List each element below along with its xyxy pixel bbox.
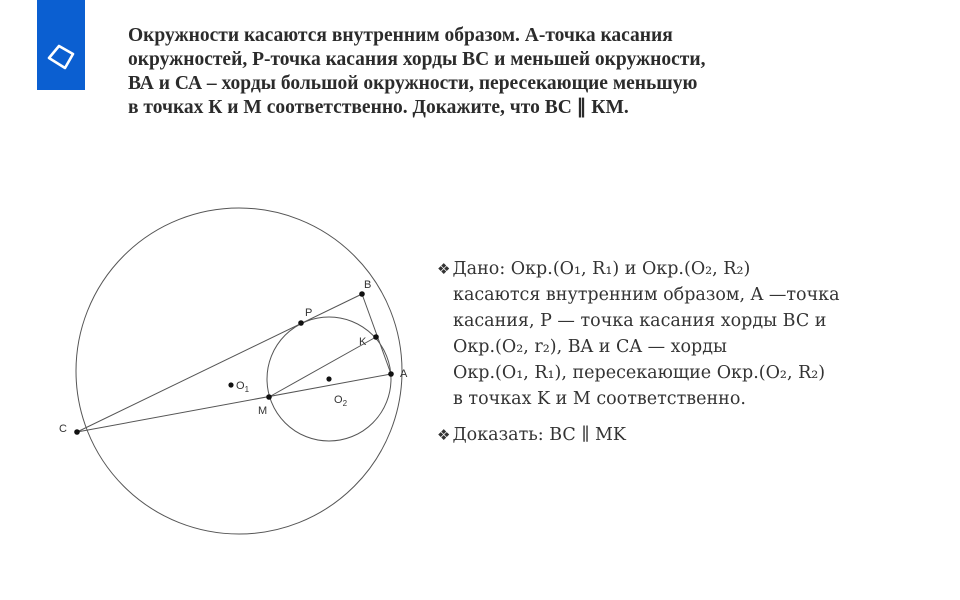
diamond-bullet-icon: ❖ <box>437 260 451 278</box>
prove-text: Доказать: BC ∥ MK <box>452 425 627 445</box>
given-line-4: Окр.(O₂, r₂), BA и CA — хорды <box>453 337 727 357</box>
given-line-6: в точках K и M соответственно. <box>453 389 746 409</box>
label-o2: $O_2$ <box>334 394 348 408</box>
large-circle <box>76 208 402 534</box>
chord-bc <box>77 294 362 432</box>
label-k: K <box>359 336 367 348</box>
given-line-1 <box>437 256 937 282</box>
label-a: A <box>400 368 408 380</box>
problem-line-4: в точках К и М соответственно. Докажите, что ВС ∥ КМ. <box>128 97 629 118</box>
problem-line-1: Окружности касаются внутренним образом. А-точка касания <box>128 25 673 46</box>
given-text-1: Дано: Окр.(O₁, R₁) и Окр.(O₂, R₂) <box>452 259 751 279</box>
label-c: C <box>59 423 67 435</box>
point-k <box>373 334 379 340</box>
problem-line-2: окружностей, Р-точка касания хорды ВС и меньшей окружности, <box>128 49 706 70</box>
point-m <box>266 394 272 400</box>
point-b <box>359 291 365 297</box>
label-o1: $O_1$ <box>236 380 250 394</box>
chord-ba <box>362 294 391 374</box>
given-line-3: касания, P — точка касания хорды BC и <box>453 311 827 331</box>
diamond-bullet-icon-2: ❖ <box>437 426 451 444</box>
given-line-5: Окр.(O₁, R₁), пересекающие Окр.(O₂, R₂) <box>453 363 826 383</box>
point-o1 <box>228 382 233 387</box>
label-m: M <box>258 405 268 417</box>
prove-line <box>437 422 937 448</box>
point-o2 <box>326 376 331 381</box>
label-p: P <box>305 307 313 319</box>
label-b: B <box>364 279 372 291</box>
given-section <box>437 256 937 448</box>
point-a <box>388 371 394 377</box>
point-p <box>298 320 304 326</box>
given-line-2: касаются внутренним образом, A —точка <box>453 285 840 305</box>
point-c <box>74 429 80 435</box>
problem-line-3: ВА и СА – хорды большой окружности, пересекающие меньшую <box>128 73 698 94</box>
